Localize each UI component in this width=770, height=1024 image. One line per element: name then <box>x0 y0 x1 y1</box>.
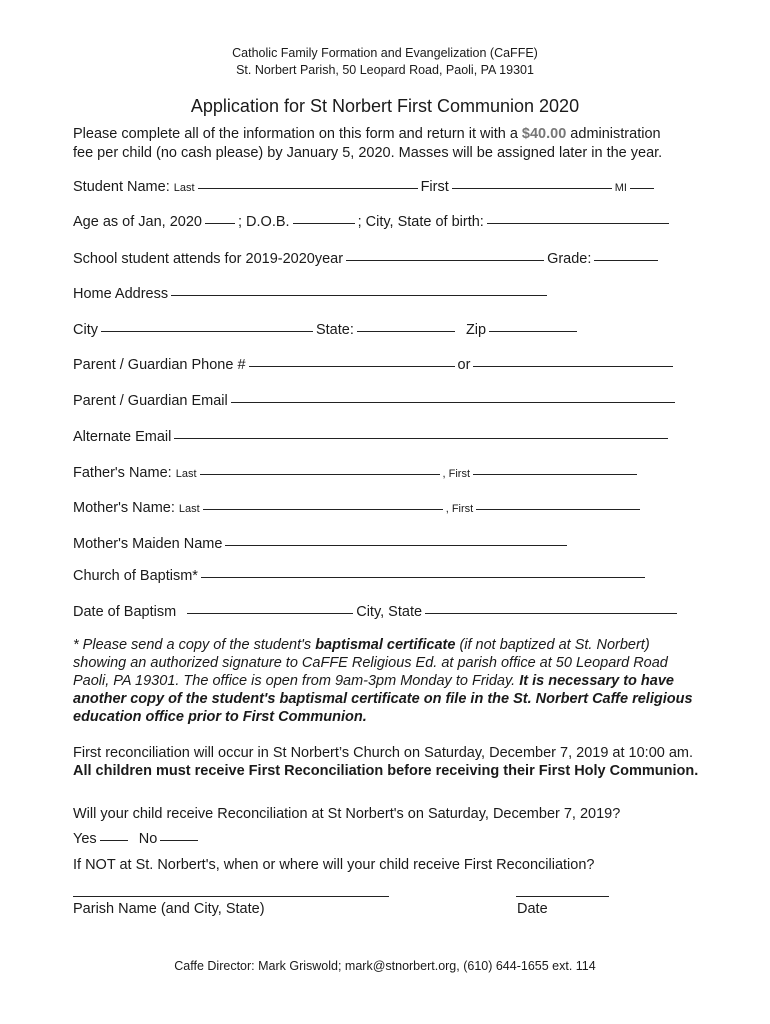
alt-email-row: Alternate Email <box>73 429 671 445</box>
date-signature-line[interactable] <box>516 896 609 897</box>
student-mi-field[interactable] <box>630 187 654 189</box>
if-not-question: If NOT at St. Norbert's, when or where will your child receive First Reconciliation? <box>73 857 595 873</box>
church-row: Church of Baptism* <box>73 568 648 584</box>
header-address: St. Norbert Parish, 50 Leopard Road, Paoli, PA 19301 <box>236 63 534 77</box>
phone-row: Parent / Guardian Phone # or <box>73 357 676 373</box>
grade-field[interactable] <box>594 259 658 261</box>
footer-contact: Caffe Director: Mark Griswold; mark@stnorbert.org, (610) 644-1655 ext. 114 <box>174 959 596 973</box>
intro-line1: Please complete all of the information on this form and return it with a $40.00 administration <box>73 126 661 142</box>
age-field[interactable] <box>205 222 235 224</box>
phone-field-1[interactable] <box>249 365 455 367</box>
city-row: City State: Zip <box>73 322 580 338</box>
school-row: School student attends for 2019-2020year Grade: <box>73 251 661 267</box>
phone-field-2[interactable] <box>473 365 673 367</box>
email-row: Parent / Guardian Email <box>73 393 678 409</box>
reconciliation-question: Will your child receive Reconciliation at St Norbert's on Saturday, December 7, 2019? <box>73 806 621 822</box>
city-field[interactable] <box>101 330 313 332</box>
student-name-row: Student Name: Last First MI <box>73 179 657 195</box>
mother-row: Mother's Name: Last , First <box>73 500 643 516</box>
age-row: Age as of Jan, 2020 ; D.O.B. ; City, State of birth: <box>73 214 672 230</box>
church-field[interactable] <box>201 576 645 578</box>
father-last-field[interactable] <box>200 473 440 475</box>
father-row: Father's Name: Last , First <box>73 465 640 481</box>
maiden-row: Mother's Maiden Name <box>73 536 570 552</box>
zip-field[interactable] <box>489 330 577 332</box>
father-first-field[interactable] <box>473 473 637 475</box>
baptism-city-field[interactable] <box>425 612 677 614</box>
parish-signature-line[interactable] <box>73 896 389 897</box>
yes-no-row: Yes No <box>73 831 201 847</box>
maiden-field[interactable] <box>225 544 567 546</box>
baptism-date-field[interactable] <box>187 612 353 614</box>
school-field[interactable] <box>346 259 544 261</box>
date-label: Date <box>517 901 548 917</box>
birthplace-field[interactable] <box>487 222 669 224</box>
home-address-field[interactable] <box>171 294 547 296</box>
alt-email-field[interactable] <box>174 437 668 439</box>
parish-label: Parish Name (and City, State) <box>73 901 265 917</box>
email-field[interactable] <box>231 401 675 403</box>
reconciliation-info: First reconciliation will occur in St Norbert’s Church on Saturday, December 7, 2019 at 10:00 am. All children must receive First Reconciliation before receiving their First Holy Communion. <box>73 745 699 779</box>
mother-last-field[interactable] <box>203 508 443 510</box>
baptism-date-row: Date of Baptism City, State <box>73 604 680 620</box>
intro-line2: fee per child (no cash please) by January 5, 2020. Masses will be assigned later in the year. <box>73 145 663 161</box>
yes-field[interactable] <box>100 839 128 841</box>
student-last-field[interactable] <box>198 187 418 189</box>
header-org: Catholic Family Formation and Evangelization (CaFFE) <box>232 46 538 60</box>
home-address-row: Home Address <box>73 286 550 302</box>
no-field[interactable] <box>160 839 198 841</box>
state-field[interactable] <box>357 330 455 332</box>
form-title: Application for St Norbert First Communion 2020 <box>190 96 580 116</box>
mother-first-field[interactable] <box>476 508 640 510</box>
baptism-note: * Please send a copy of the student's baptismal certificate (if not baptized at St. Norbert) showing an authorized signature to CaFFE Religious Ed. at parish office at 50 Leopard Road Paoli, PA 19301. The office is open from 9am-3pm Monday to Friday. It is necessary to have another copy of the student's baptismal certificate on file in the St. Norbert Caffe religious education office prior to First Communion. <box>73 637 693 725</box>
student-first-field[interactable] <box>452 187 612 189</box>
fee-amount: $40.00 <box>521 126 567 142</box>
dob-field[interactable] <box>293 222 355 224</box>
